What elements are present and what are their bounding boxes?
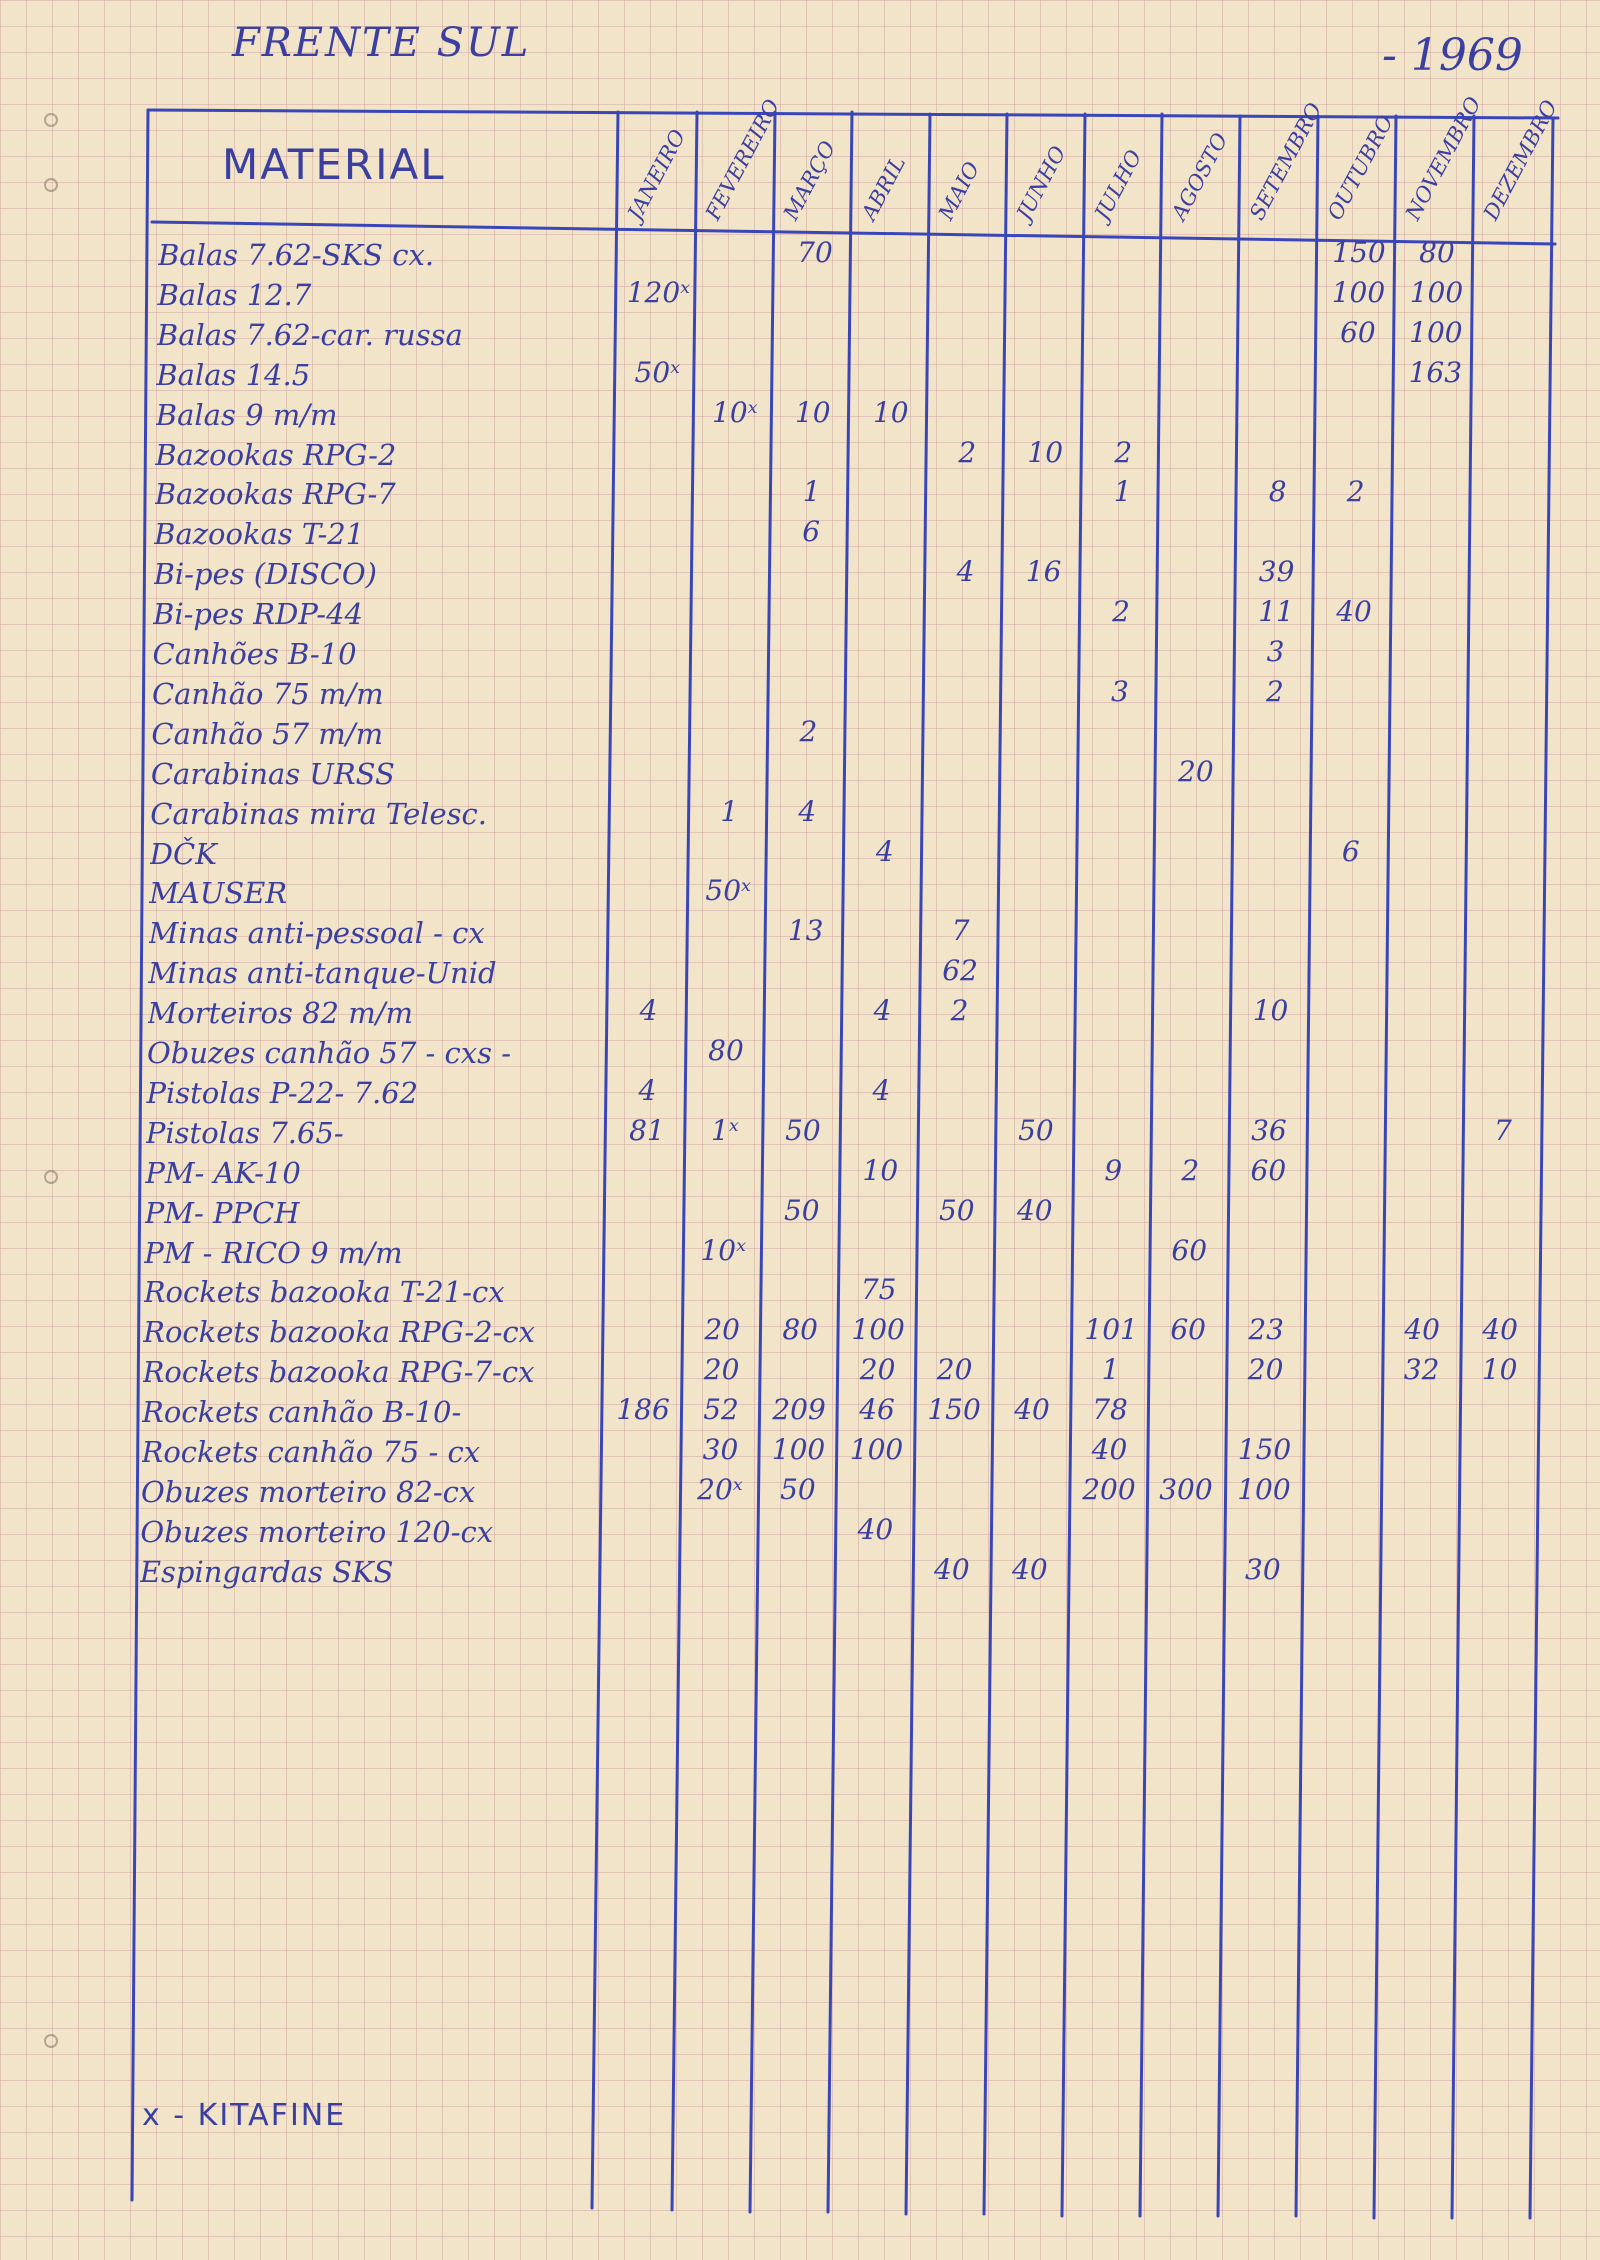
material-name: Rockets bazooka T-21-cx [143, 1275, 505, 1310]
quantity-cell: 1 [720, 794, 739, 828]
quantity-cell: 75 [860, 1273, 897, 1307]
footnote: x - KITAFINE [142, 2098, 347, 2133]
month-header: ABRIL [856, 152, 911, 224]
quantity-cell: 100 [1409, 315, 1463, 349]
quantity-cell: 2 [1346, 475, 1365, 509]
column-rule [1374, 116, 1396, 2218]
quantity-cell: 2 [1266, 674, 1284, 708]
material-name: DČK [149, 836, 217, 871]
quantity-cell: 2 [950, 994, 969, 1028]
quantity-cell: 40 [1016, 1193, 1053, 1227]
month-header: JULHO [1089, 145, 1147, 224]
month-header: SETEMBRO [1244, 98, 1327, 224]
quantity-cell: 1 [1101, 1353, 1120, 1387]
material-name: Canhão 75 m/m [151, 676, 384, 711]
quantity-cell: 20 [1178, 754, 1214, 788]
table-right-rule [1530, 118, 1553, 2218]
material-name: Bazookas RPG-7 [154, 477, 396, 512]
quantity-cell: 30 [1245, 1552, 1281, 1586]
material-name: Bi-pes (DISCO) [153, 557, 377, 592]
quantity-cell: 4 [638, 1073, 657, 1107]
material-name: Canhões B-10 [152, 637, 357, 671]
quantity-cell: 1 [802, 475, 821, 509]
quantity-cell: 10 [794, 395, 831, 429]
quantity-cell: 60 [1170, 1313, 1206, 1347]
material-name: Obuzes morteiro 120-cx [140, 1514, 494, 1549]
quantity-cell: 2 [799, 714, 818, 748]
quantity-cell: 4 [872, 1073, 891, 1107]
month-header: MAIO [933, 157, 985, 224]
quantity-cell: 2 [1181, 1153, 1200, 1187]
quantity-cell: 6 [1341, 834, 1360, 868]
quantity-cell: 16 [1025, 555, 1062, 589]
quantity-cell: 40 [934, 1552, 970, 1586]
quantity-cell: 11 [1258, 595, 1294, 629]
column-rule [984, 114, 1007, 2214]
quantity-cell: 7 [951, 914, 970, 948]
quantity-cell: 50 [1018, 1113, 1054, 1147]
quantity-cell: 2 [1114, 435, 1133, 469]
quantity-cell: 100 [1331, 275, 1386, 309]
material-name: Balas 14.5 [156, 357, 311, 392]
quantity-cell: 20 [1247, 1353, 1284, 1387]
material-name: Minas anti-pessoal - cx [148, 916, 485, 951]
quantity-cell: 150 [1237, 1433, 1292, 1466]
quantity-cell: 100 [851, 1313, 905, 1347]
quantity-cell: 40 [857, 1512, 894, 1546]
quantity-cell: 50ˣ [705, 874, 751, 908]
material-name: Rockets bazooka RPG-7-cx [142, 1355, 535, 1390]
quantity-cell: 36 [1251, 1113, 1287, 1147]
quantity-cell: 150 [1332, 236, 1386, 269]
material-name: Balas 7.62-SKS cx. [158, 238, 435, 272]
month-header: AGOSTO [1166, 129, 1233, 224]
material-name: PM- PPCH [144, 1195, 300, 1230]
quantity-cell: 40 [1404, 1313, 1440, 1347]
quantity-cell: 10 [862, 1153, 899, 1187]
month-header: OUTUBRO [1322, 111, 1399, 224]
quantity-cell: 163 [1408, 355, 1463, 389]
material-name: Minas anti-tanque-Unid [148, 956, 497, 991]
material-name: PM- AK-10 [145, 1155, 301, 1190]
material-name: Bazookas RPG-2 [155, 437, 397, 472]
quantity-cell: 60 [1250, 1153, 1287, 1187]
month-header: FEVEREIRO [700, 95, 785, 225]
quantity-cell: 52 [703, 1393, 739, 1427]
quantity-cell: 10ˣ [700, 1233, 747, 1267]
quantity-cell: 1 [1113, 475, 1132, 509]
quantity-cell: 80 [782, 1313, 818, 1347]
quantity-cell: 9 [1104, 1153, 1123, 1187]
material-name: MAUSER [149, 876, 288, 911]
quantity-cell: 100 [1409, 275, 1464, 309]
quantity-cell: 4 [798, 794, 817, 828]
quantity-cell: 7 [1493, 1113, 1512, 1147]
quantity-cell: 10 [1481, 1353, 1518, 1387]
quantity-cell: 10ˣ [712, 395, 758, 429]
quantity-cell: 3 [1266, 635, 1285, 668]
material-name: Carabinas URSS [150, 756, 395, 791]
quantity-cell: 10 [1027, 435, 1064, 469]
table-material-rule [592, 112, 618, 2208]
quantity-cell: 3 [1111, 674, 1129, 708]
quantity-cell: 23 [1248, 1313, 1284, 1347]
material-name: Rockets bazooka RPG-2-cx [143, 1315, 535, 1350]
quantity-cell: 70 [797, 236, 833, 269]
page-year: - 1969 [1382, 30, 1523, 81]
quantity-cell: 150 [927, 1393, 981, 1427]
month-header: NOVEMBRO [1400, 92, 1486, 224]
material-name: Balas 12.7 [157, 277, 312, 312]
column-rule [1452, 116, 1474, 2218]
quantity-cell: 100 [1237, 1472, 1291, 1506]
header-material: MATERIAL [222, 140, 446, 189]
quantity-cell: 60 [1171, 1233, 1208, 1267]
quantity-cell: 186 [616, 1393, 670, 1427]
material-name: Bi-pes RDP-44 [153, 597, 363, 632]
material-name: Balas 7.62-car. russa [156, 317, 463, 352]
quantity-cell: 4 [875, 834, 894, 868]
material-name: Obuzes canhão 57 - cxs - [147, 1036, 512, 1070]
material-name: Rockets canhão 75 - cx [141, 1435, 481, 1469]
quantity-cell: 209 [772, 1393, 826, 1427]
quantity-cell: 50 [783, 1193, 820, 1227]
quantity-cell: 46 [859, 1393, 895, 1427]
material-name: Carabinas mira Telesc. [150, 796, 488, 831]
quantity-cell: 10 [1252, 994, 1289, 1028]
month-header: DEZEMBRO [1478, 96, 1562, 224]
quantity-cell: 20 [703, 1353, 740, 1387]
quantity-cell: 20 [936, 1353, 973, 1387]
quantity-cell: 50 [938, 1193, 975, 1227]
month-header: JANEIRO [622, 125, 691, 224]
material-name: Bazookas T-21 [154, 517, 365, 552]
month-header: MARÇO [778, 137, 841, 224]
material-name: Obuzes morteiro 82-cx [140, 1474, 476, 1509]
quantity-cell: 39 [1258, 555, 1295, 589]
quantity-cell: 81 [629, 1113, 665, 1147]
quantity-cell: 4 [873, 994, 892, 1028]
quantity-cell: 20 [704, 1313, 740, 1347]
quantity-cell: 40 [1012, 1552, 1048, 1586]
quantity-cell: 30 [702, 1433, 739, 1466]
quantity-cell: 40 [1014, 1393, 1050, 1427]
quantity-cell: 13 [787, 914, 824, 948]
quantity-cell: 20ˣ [697, 1472, 743, 1506]
quantity-cell: 62 [942, 954, 978, 988]
material-name: Morteiros 82 m/m [147, 996, 413, 1031]
quantity-cell: 120ˣ [626, 275, 691, 309]
quantity-cell: 100 [771, 1433, 826, 1466]
quantity-cell: 50 [780, 1472, 816, 1506]
quantity-cell: 200 [1082, 1472, 1136, 1506]
material-name: PM - RICO 9 m/m [144, 1235, 403, 1270]
quantity-cell: 8 [1268, 475, 1287, 509]
quantity-cell: 80 [1419, 236, 1455, 269]
quantity-cell: 1ˣ [711, 1113, 739, 1147]
page-title: FRENTE SUL [232, 20, 531, 66]
quantity-cell: 40 [1336, 595, 1372, 629]
material-name: Rockets canhão B-10- [142, 1395, 462, 1430]
material-name: Espingardas SKS [139, 1554, 394, 1589]
month-header: JUNHO [1011, 142, 1071, 224]
quantity-cell: 80 [708, 1034, 744, 1067]
quantity-cell: 2 [958, 435, 977, 469]
material-name: Pistolas P-22- 7.62 [146, 1075, 419, 1110]
quantity-cell: 60 [1340, 315, 1376, 349]
quantity-cell: 10 [872, 395, 909, 429]
quantity-cell: 101 [1084, 1313, 1138, 1347]
column-rule [672, 112, 697, 2210]
quantity-cell: 32 [1403, 1353, 1440, 1387]
quantity-cell: 50 [785, 1113, 821, 1147]
quantity-cell: 78 [1092, 1393, 1128, 1427]
material-name: Canhão 57 m/m [151, 716, 384, 751]
quantity-cell: 40 [1482, 1313, 1518, 1347]
material-name: Pistolas 7.65- [145, 1115, 344, 1150]
material-name: Balas 9 m/m [155, 397, 338, 432]
quantity-cell: 4 [956, 555, 975, 589]
quantity-cell: 20 [859, 1353, 896, 1387]
quantity-cell: 6 [802, 515, 821, 549]
quantity-cell: 50ˣ [634, 355, 681, 389]
quantity-cell: 4 [639, 994, 658, 1028]
quantity-cell: 2 [1112, 595, 1130, 629]
quantity-cell: 40 [1091, 1433, 1128, 1466]
quantity-cell: 300 [1159, 1472, 1213, 1506]
quantity-cell: 100 [849, 1433, 904, 1466]
